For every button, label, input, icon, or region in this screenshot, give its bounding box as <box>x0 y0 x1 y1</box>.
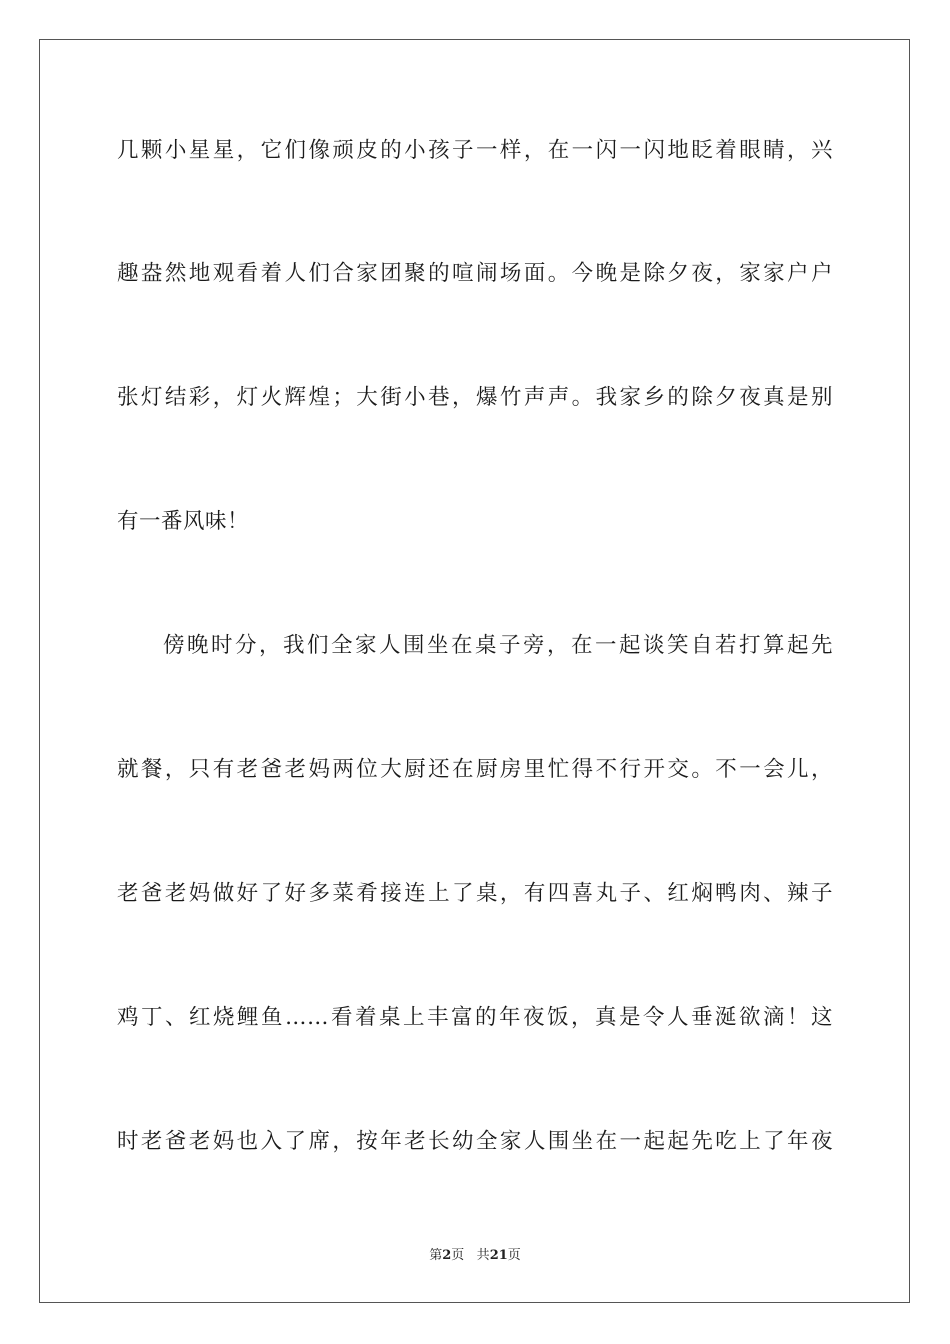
page-prefix: 第 <box>429 1248 443 1263</box>
paragraph-line-9: 时老爸老妈也入了席，按年老长幼全家人围坐在一起起先吃上了年夜 <box>117 1129 833 1154</box>
total-pages: 21 <box>489 1248 508 1263</box>
paragraph-line-3: 张灯结彩，灯火辉煌；大街小巷，爆竹声声。我家乡的除夕夜真是别 <box>117 385 833 410</box>
page-footer <box>0 1247 950 1265</box>
paragraph-line-4: 有一番风味！ <box>117 509 250 534</box>
total-suffix: 页 <box>507 1248 521 1263</box>
paragraph-line-6: 就餐，只有老爸老妈两位大厨还在厨房里忙得不行开交。不一会儿， <box>117 757 833 782</box>
paragraph-line-7: 老爸老妈做好了好多菜肴接连上了桌，有四喜丸子、红焖鸭肉、辣子 <box>117 881 833 906</box>
paragraph-line-8: 鸡丁、红烧鲤鱼……看着桌上丰富的年夜饭，真是令人垂涎欲滴！这 <box>117 1005 833 1030</box>
paragraph-line-2: 趣盎然地观看着人们合家团聚的喧闹场面。今晚是除夕夜，家家户户 <box>117 261 833 286</box>
page-number: 2 <box>442 1248 452 1263</box>
paragraph-line-5: 傍晚时分，我们全家人围坐在桌子旁，在一起谈笑自若打算起先 <box>163 633 833 658</box>
paragraph-line-1: 几颗小星星，它们像顽皮的小孩子一样，在一闪一闪地眨着眼睛，兴 <box>117 138 833 163</box>
page-border <box>39 39 910 1303</box>
total-prefix: 共 <box>476 1248 490 1263</box>
page-suffix: 页 <box>451 1248 465 1263</box>
